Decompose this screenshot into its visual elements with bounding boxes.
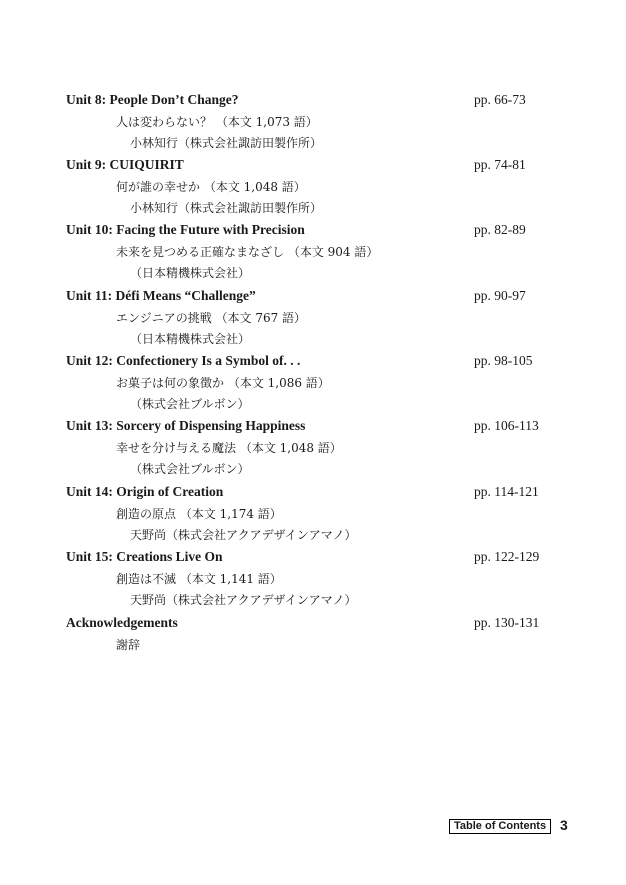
author-credit: （株式会社ブルボン） (130, 462, 250, 476)
unit-title[interactable]: Unit 11: Défi Means “Challenge” (66, 288, 256, 303)
japanese-subtitle: お菓子は何の象徴か （本文 1,086 語） (116, 376, 330, 390)
page-range: pp. 66-73 (474, 92, 526, 107)
page-range: pp. 122-129 (474, 549, 540, 564)
page-range: pp. 98-105 (474, 353, 533, 368)
section-label: Table of Contents (449, 819, 551, 834)
unit-title[interactable]: Unit 15: Creations Live On (66, 549, 223, 564)
author-credit: 天野尚（株式会社アクアデザインアマノ） (130, 593, 357, 607)
author-credit: 天野尚（株式会社アクアデザインアマノ） (130, 528, 357, 542)
unit-title[interactable]: Unit 14: Origin of Creation (66, 484, 224, 499)
page-range: pp. 106-113 (474, 418, 539, 433)
author-credit: （株式会社ブルボン） (130, 397, 250, 411)
page-number: 3 (560, 817, 568, 833)
japanese-subtitle: 創造の原点 （本文 1,174 語） (116, 507, 282, 521)
unit-title[interactable]: Unit 8: People Don’t Change? (66, 92, 239, 107)
japanese-subtitle: 未来を見つめる正確なまなざし （本文 904 語） (116, 245, 379, 259)
japanese-subtitle: 何が誰の幸せか （本文 1,048 語） (116, 180, 306, 194)
author-credit: 小林知行（株式会社諏訪田製作所） (130, 201, 323, 215)
unit-title[interactable]: Unit 13: Sorcery of Dispensing Happiness (66, 418, 306, 433)
author-credit: （日本精機株式会社） (130, 266, 251, 280)
unit-title[interactable]: Unit 9: CUIQUIRIT (66, 157, 184, 172)
japanese-subtitle: 創造は不滅 （本文 1,141 語） (116, 572, 282, 586)
page-range: pp. 114-121 (474, 484, 539, 499)
author-credit: （日本精機株式会社） (130, 332, 251, 346)
unit-title[interactable]: Unit 10: Facing the Future with Precision (66, 222, 305, 237)
page-range: pp. 82-89 (474, 222, 526, 237)
unit-title[interactable]: Acknowledgements (66, 615, 178, 630)
author-credit: 小林知行（株式会社諏訪田製作所） (130, 136, 323, 150)
page-range: pp. 74-81 (474, 157, 526, 172)
japanese-subtitle: 謝辞 (116, 638, 141, 652)
page-range: pp. 90-97 (474, 288, 526, 303)
japanese-subtitle: 幸せを分け与える魔法 （本文 1,048 語） (116, 441, 342, 455)
japanese-subtitle: エンジニアの挑戦 （本文 767 語） (116, 311, 307, 325)
unit-title[interactable]: Unit 12: Confectionery Is a Symbol of. . . (66, 353, 301, 368)
japanese-subtitle: 人は変わらない？ （本文 1,073 語） (116, 115, 318, 129)
page-range: pp. 130-131 (474, 615, 540, 630)
